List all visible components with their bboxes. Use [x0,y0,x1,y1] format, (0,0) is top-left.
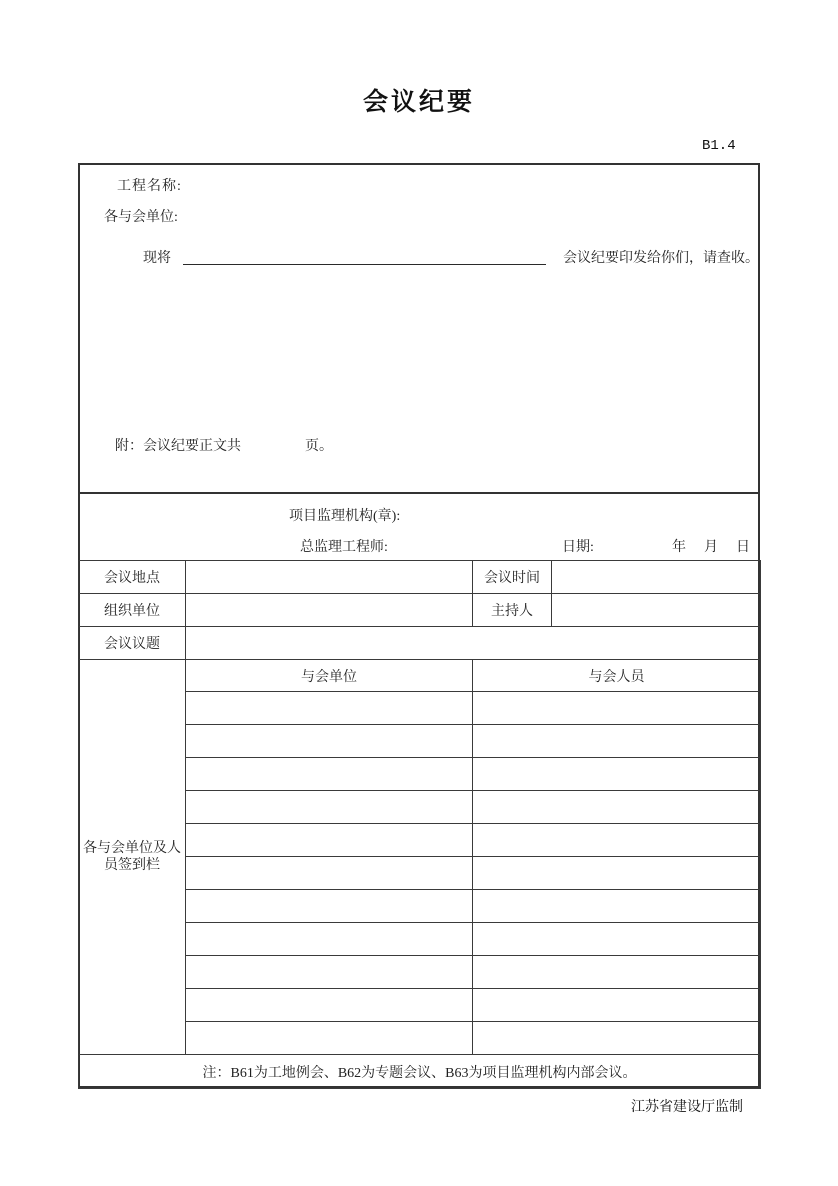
top-section [80,165,758,492]
meeting-time-value[interactable] [552,561,761,594]
note-row [79,1055,761,1089]
chief-engineer-label: 总监理工程师: [300,540,388,555]
signin-person-cell[interactable] [473,1022,761,1055]
table-row-topic [79,627,761,660]
host-label: 主持人 [473,594,552,627]
signin-unit-cell[interactable] [186,725,473,758]
signin-unit-cell[interactable] [186,989,473,1022]
signin-person-cell[interactable] [473,923,761,956]
host-value[interactable] [552,594,761,627]
topic-value[interactable] [186,627,761,660]
table-row-location-time [79,561,761,594]
signin-person-header: 与会人员 [473,660,761,692]
signin-person-cell[interactable] [473,857,761,890]
distribute-suffix-label: 会议纪要印发给你们，请查收。 [563,251,759,266]
signin-unit-cell[interactable] [186,692,473,725]
supervision-org-label: 项目监理机构(章): [289,509,401,524]
signin-unit-cell[interactable] [186,857,473,890]
signin-rowlabel-cell: 各与会单位及人员签到栏 [79,660,186,1055]
participants-label: 各与会单位: [104,210,178,225]
page-title: 会议纪要 [362,87,475,116]
signin-person-cell[interactable] [473,824,761,857]
table-row-organizer-host [79,594,761,627]
distribute-blank-field[interactable] [183,235,546,265]
attachment-prefix-label: 附：会议纪要正文共 [115,439,241,454]
meeting-info-table [78,560,761,1089]
signature-section [80,492,758,560]
organizer-label: 组织单位 [79,594,186,627]
signin-unit-cell[interactable] [186,956,473,989]
signin-person-cell[interactable] [473,989,761,1022]
signin-person-cell[interactable] [473,758,761,791]
meeting-time-label: 会议时间 [473,561,552,594]
date-label: 日期: [562,540,594,555]
signin-person-cell[interactable] [473,890,761,923]
signin-unit-cell[interactable] [186,890,473,923]
attachment-suffix-label: 页。 [305,439,333,454]
project-name-label: 工程名称: [117,179,182,194]
signin-unit-header: 与会单位 [186,660,473,692]
signin-unit-cell[interactable] [186,1022,473,1055]
signin-person-cell[interactable] [473,791,761,824]
signin-unit-cell[interactable] [186,791,473,824]
date-units-label: 年 月 日 [672,540,752,555]
form-border-box [78,163,760,1088]
topic-label: 会议议题 [79,627,186,660]
issuer-text: 江苏省建设厅监制 [631,1100,743,1115]
signin-person-cell[interactable] [473,725,761,758]
form-code: B1.4 [702,138,736,154]
signin-unit-cell[interactable] [186,923,473,956]
meeting-location-value[interactable] [186,561,473,594]
distribute-prefix-label: 现将 [143,251,171,266]
signin-header-row [79,660,761,692]
signin-unit-cell[interactable] [186,758,473,791]
meeting-location-label: 会议地点 [79,561,186,594]
signin-person-cell[interactable] [473,692,761,725]
signin-person-cell[interactable] [473,956,761,989]
signin-unit-cell[interactable] [186,824,473,857]
organizer-value[interactable] [186,594,473,627]
note-text: 注：B61为工地例会、B62为专题会议、B63为项目监理机构内部会议。 [79,1055,761,1089]
